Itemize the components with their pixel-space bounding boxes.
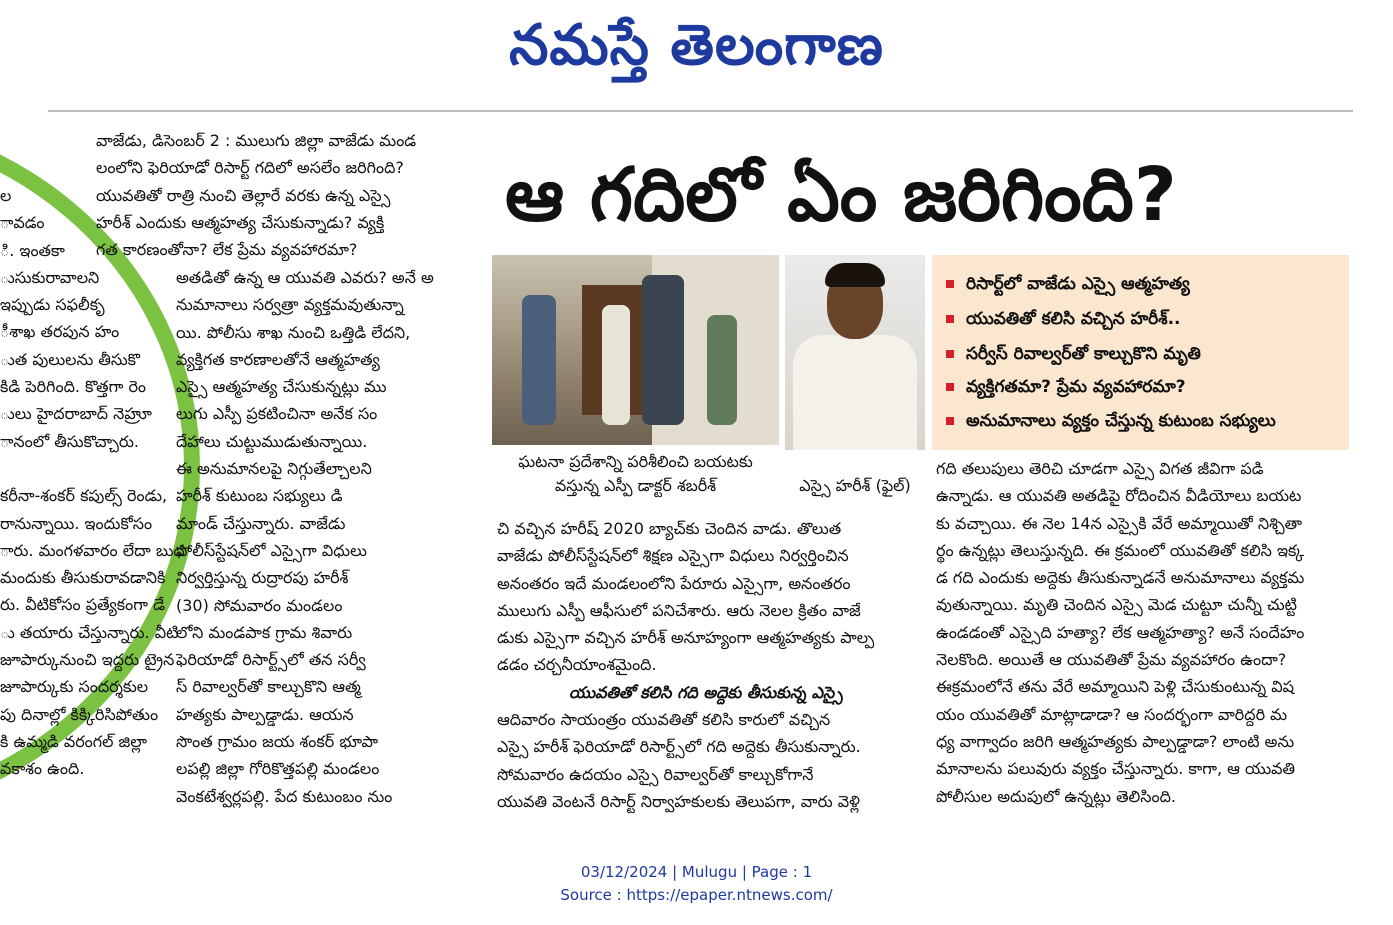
- text-line: జూపార్కునుంచి ఇద్దరు ట్రైన: [0, 650, 175, 670]
- text-line: సోమవారం ఉదయం ఎస్సై రివాల్వర్‌తో కాల్చుకోగానే: [497, 764, 814, 784]
- text-line: ఎస్సై ఆత్మహత్య చేసుకున్నట్లు ము: [176, 377, 387, 397]
- highlight-item: [946, 307, 1181, 331]
- text-line: డడం చర్చనీయాంశమైంది.: [497, 655, 657, 675]
- text-line: హత్యకు పాల్పడ్డాడు. ఆయన: [176, 704, 354, 724]
- text-line: యువతి వెంటనే రిసార్ట్ నిర్వాహకులకు తెలుపగా, వారు వెళ్లి: [497, 791, 860, 811]
- highlight-item: [946, 272, 1190, 296]
- photo-person: [642, 275, 684, 425]
- text-line: హరీశ్ కుటుంబ సభ్యులు డి: [176, 486, 343, 506]
- text-line: యం యువతితో మాట్లాడాడా? ఆ సందర్భంగా వారిద్దరి మ: [936, 704, 1288, 724]
- text-line: మందుకు తీసుకురావడానికి: [0, 568, 166, 588]
- text-line: ఫెరియాడో రిసార్ట్స్‌లో తన సర్వీ: [176, 650, 366, 670]
- text-line: చి వచ్చిన హరీష్ 2020 బ్యాచ్‌కు చెందిన వాడు. తొలుత: [497, 519, 842, 538]
- text-line: ర్థం ఉన్నట్లు తెలుస్తున్నది. ఈ క్రమంలో యువతితో కలిసి ఇక్క: [936, 540, 1305, 560]
- text-line: అనంతరం ఇదే మండలంలోని పేరూరు ఎస్సైగా, అనంతరం: [497, 573, 851, 593]
- text-line: ల: [0, 186, 12, 205]
- text-line: యి. పోలీసు శాఖ నుంచి ఒత్తిడి లేదని,: [176, 322, 411, 342]
- text-line: లపల్లి జిల్లా గోరికొత్తపల్లి మండలం: [176, 759, 380, 779]
- text-line: పు దినాల్లో కిక్కిరిసిపోతుం: [0, 704, 159, 724]
- text-line: పోలీసుల అదుపులో ఉన్నట్లు తెలిసింది.: [936, 786, 1176, 806]
- portrait-photo: [785, 255, 925, 450]
- left-column-text: [0, 182, 190, 783]
- text-line: ారు. మంగళవారం లేదా బుధ: [0, 540, 185, 560]
- text-line: వకాశం ఉంది.: [0, 759, 85, 779]
- text-line: లంలోని ఫెరియాడో రిసార్ట్ గదిలో అసలేం జరిగింది?: [96, 158, 404, 178]
- text-line: కరీనా-శంకర్ కపుల్స్ రెండు,: [0, 486, 168, 506]
- text-line: కు వచ్చాయి. ఈ నెల 14న ఎస్సైకి వేరే అమ్మాయితో నిశ్చితా: [936, 513, 1303, 533]
- bullet-square-icon: [946, 280, 954, 288]
- text-line: ములుగు ఎస్పీ ఆఫీసులో పనిచేశారు. ఆరు నెలల క్రితం వాజే: [497, 600, 861, 620]
- photo1-caption-line: ఘటనా ప్రదేశాన్ని పరిశీలించి బయటకు: [518, 452, 753, 471]
- highlight-item: [946, 409, 1276, 433]
- text-line: జూపార్కుకు సందర్శకుల: [0, 677, 149, 697]
- text-line: నుమానాలు సర్వత్రా వ్యక్తమవుతున్నా: [176, 295, 404, 315]
- text-line: ఇప్పుడు సఫలీకృ: [0, 295, 105, 315]
- text-line: లోని మండపాక గ్రామ శివారు: [176, 622, 353, 642]
- text-line: దేహాలు చుట్టుముడుతున్నాయి.: [176, 431, 368, 451]
- highlights-box: [932, 255, 1349, 450]
- text-line: యువతితో రాత్రి నుంచి తెల్లారే వరకు ఉన్న ఎస్సై: [96, 185, 391, 205]
- footer-dateline: 03/12/2024 | Mulugu | Page : 1: [580, 863, 813, 881]
- article-headline: ఆ గదిలో ఏం జరిగింది?: [505, 152, 1177, 238]
- highlight-item: [946, 375, 1186, 399]
- masthead-title: నమస్తే తెలంగాణ: [509, 13, 884, 78]
- text-line: మానాలను పలువురు వ్యక్తం చేస్తున్నారు. కాగా, ఆ యువతి: [936, 759, 1296, 779]
- text-line: హరీశ్ ఎందుకు ఆత్మహత్య చేసుకున్నాడు? వ్యక్తి: [96, 212, 385, 232]
- text-line: (30) సోమవారం మండలం: [176, 595, 343, 615]
- photo-person: [707, 315, 737, 425]
- text-line: గది తలుపులు తెరిచి చూడగా ఎస్సై విగత జీవిగా పడి: [936, 459, 1264, 478]
- article-column-3b: [497, 706, 915, 815]
- text-line: డ గది ఎందుకు అద్దెకు తీసుకున్నాడనే అనుమానాలు వ్యక్తమ: [936, 568, 1305, 588]
- bullet-square-icon: [946, 383, 954, 391]
- text-line: సొంత గ్రామం జయ శంకర్ భూపా: [176, 732, 379, 752]
- text-line: ఎస్సై హరీశ్ ఫెరియాడో రిసార్ట్స్‌లో గది అద్దెకు తీసుకున్నారు.: [497, 737, 861, 757]
- highlight-text: సర్వీస్ రివాల్వర్‌తో కాల్చుకొని మృతి: [966, 344, 1201, 364]
- text-line: ి. ఇంతకా: [0, 240, 65, 260]
- text-line: ఈ అనుమానలపై నిగ్గుతేల్చాలని: [176, 459, 372, 479]
- text-line: డుకు ఎస్సైగా వచ్చిన హరీశ్ అనూహ్యంగా ఆత్మహత్యకు పాల్ప: [497, 628, 875, 648]
- text-line: వ్యక్తిగత కారణాలతోనే ఆత్మహత్య: [176, 349, 380, 369]
- text-line: వుతున్నాయి. మృతి చెందిన ఎస్సై మెడ చుట్టూ చున్నీ చుట్టి: [936, 595, 1298, 615]
- text-line: ావడం: [0, 213, 45, 233]
- text-line: నిర్వర్తిస్తున్న రుద్రారపు హరీశ్: [176, 568, 349, 588]
- bullet-square-icon: [946, 315, 954, 323]
- subhead-text: యువతితో కలిసి గది అద్దెకు తీసుకున్న ఎస్సై: [569, 683, 843, 702]
- scene-photo: [492, 255, 779, 445]
- portrait-hair: [825, 263, 885, 287]
- text-line: లుగు ఎస్పీ ప్రకటించినా అనేక సం: [176, 404, 378, 424]
- photo1-caption-line: వస్తున్న ఎస్పీ డాక్టర్ శబరీశ్: [554, 476, 717, 495]
- text-line: ుసుకురావాలని: [0, 267, 100, 287]
- text-line: రానున్నాయి. ఇందుకోసం: [0, 513, 153, 533]
- text-line: వెంకటేశ్వర్లపల్లి. పేద కుటుంబం నుం: [176, 786, 393, 806]
- text-line: రు. వీటికోసం ప్రత్యేకంగా డే: [0, 595, 165, 615]
- text-line: ఉండడంతో ఎస్సైది హత్యా? లేక ఆత్మహత్యా? అనే సందేహం: [936, 622, 1305, 642]
- article-intro-text: [96, 127, 476, 263]
- highlight-text: యువతితో కలిసి వచ్చిన హరీశ్..: [966, 309, 1181, 329]
- text-line: నెలకొంది. అయితే ఆ యువతితో ప్రేమ వ్యవహారం ఉందా?: [936, 650, 1287, 670]
- highlight-item: [946, 342, 1201, 366]
- photo-person: [602, 305, 630, 425]
- bullet-square-icon: [946, 417, 954, 425]
- text-line: [0, 455, 190, 482]
- article-column-2: [176, 264, 476, 810]
- text-line: ఈక్రమంలోనే తను వేరే అమ్మాయిని పెళ్లి చేసుకుంటున్న విష: [936, 677, 1295, 697]
- article-subhead: [497, 679, 915, 706]
- text-line: ులు హైదరాబాద్ నెహ్రూ: [0, 404, 152, 424]
- footer-source: Source : https://epaper.ntnews.com/: [560, 886, 833, 904]
- article-column-3: [497, 515, 915, 679]
- bullet-square-icon: [946, 350, 954, 358]
- text-line: వాజేడు పోలీస్‌స్టేషన్‌లో శిక్షణ ఎస్సైగా విధులు నిర్వర్తించిన: [497, 546, 849, 566]
- portrait-shirt: [793, 335, 917, 450]
- highlight-text: అనుమానాలు వ్యక్తం చేస్తున్న కుటుంబ సభ్యులు: [966, 411, 1276, 431]
- text-line: కి ఉమ్మడి వరంగల్ జిల్లా: [0, 731, 148, 751]
- masthead-rule: [48, 110, 1353, 112]
- text-line: వాజేడు, డిసెంబర్ 2 : ములుగు జిల్లా వాజేడు మండ: [96, 131, 417, 150]
- text-line: అతడితో ఉన్న ఆ యువతి ఎవరు? అనే అ: [176, 268, 434, 287]
- highlight-text: రిసార్ట్‌లో వాజేడు ఎస్సై ఆత్మహత్య: [966, 274, 1190, 294]
- photo2-caption-line: ఎస్సై హరీశ్ (ఫైల్): [799, 476, 911, 495]
- text-line: మాండ్ చేస్తున్నారు. వాజేడు: [176, 513, 346, 533]
- photo-person: [522, 295, 556, 425]
- text-line: గత కారణంతోనా? లేక ప్రేమ వ్యవహారమా?: [96, 240, 358, 260]
- text-line: ఆదివారం సాయంత్రం యువతితో కలిసి కారులో వచ్చిన: [497, 710, 831, 729]
- text-line: ానంలో తీసుకొచ్చారు.: [0, 431, 139, 451]
- text-line: పోలీస్‌స్టేషన్‌లో ఎస్సైగా విధులు: [176, 540, 367, 560]
- text-line: ుత పులులను తీసుకొ: [0, 349, 140, 369]
- photo1-caption: [492, 450, 779, 498]
- text-line: స్ రివాల్వర్‌తో కాల్చుకొని ఆత్మ: [176, 677, 361, 697]
- text-line: ీశాఖ తరపున హం: [0, 322, 120, 342]
- highlight-text: వ్యక్తిగతమా? ప్రేమ వ్యవహారమా?: [966, 377, 1186, 397]
- text-line: ఉన్నాడు. ఆ యువతి అతడిపై రోదించిన వీడియోలు బయట: [936, 486, 1302, 506]
- article-column-4: [936, 455, 1352, 810]
- text-line: ధ్య వాగ్వాదం జరిగి ఆత్మహత్యకు పాల్పడ్డాడా? లాంటి అను: [936, 731, 1295, 751]
- text-line: కిడి పెరిగింది. కొత్తగా రెం: [0, 377, 147, 397]
- photo2-caption: [785, 474, 925, 498]
- text-line: ు తయారు చేస్తున్నారు. వీటి: [0, 622, 179, 642]
